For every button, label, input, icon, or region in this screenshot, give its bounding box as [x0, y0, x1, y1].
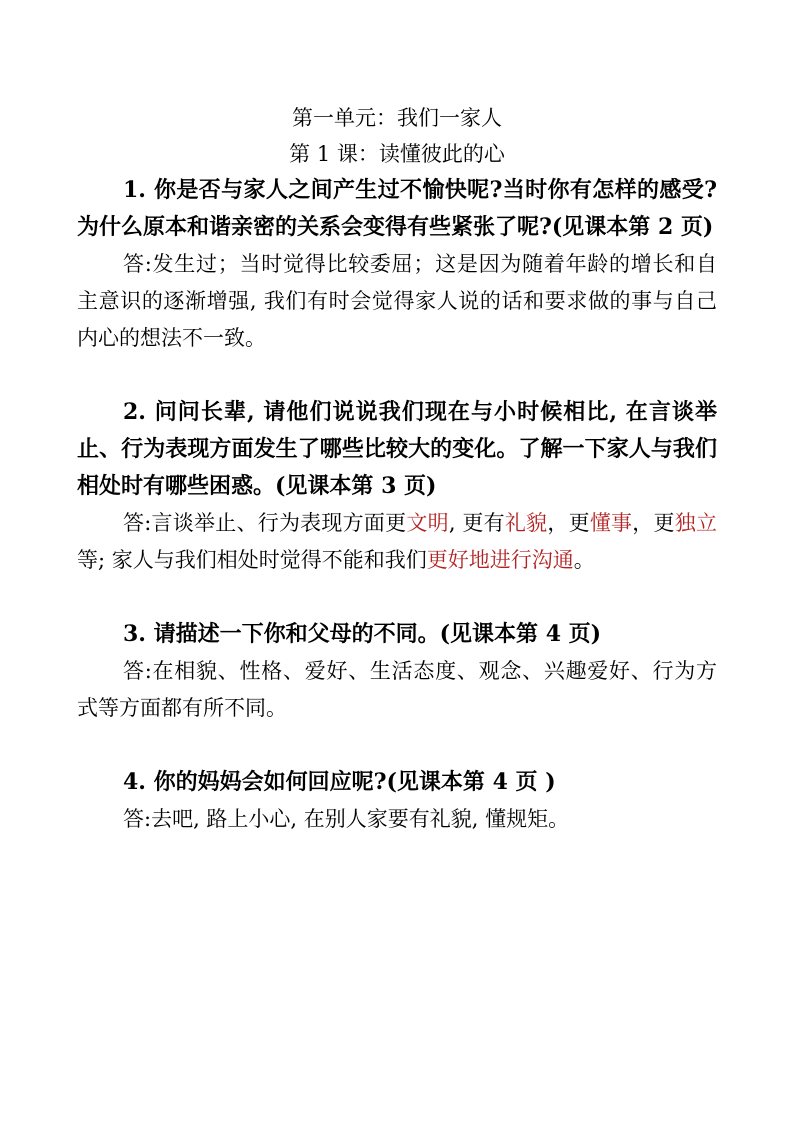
answer-2 [77, 505, 717, 579]
answer-2-text: 。 [573, 548, 595, 572]
answer-2-text: ，更 [547, 511, 590, 535]
qa-block-2 [77, 394, 717, 579]
question-3: 3. 请描述一下你和父母的不同。(见课本第 4 页) [123, 621, 602, 647]
answer-2-highlight: 懂事 [589, 511, 633, 535]
qa-block-4 [77, 764, 717, 838]
question-1: 1. 你是否与家人之间产生过不愉快呢?当时你有怎样的感受?为什么原本和谐亲密的关系会变得有些紧张了呢?(见课本第 2 页) [77, 177, 717, 240]
answer-2-highlight: 更好地进行沟通 [426, 548, 574, 572]
answer-1: 答:发生过；当时觉得比较委屈；这是因为随着年龄的增长和自主意识的逐渐增强, 我们有时会觉得家人说的话和要求做的事与自己内心的想法不一致。 [77, 252, 717, 350]
answer-2-text: , 更有 [448, 511, 505, 535]
answer-2-text: 答:言谈举止、行为表现方面更 [123, 511, 407, 535]
answer-3: 答:在相貌、性格、爱好、生活态度、观念、兴趣爱好、行为方式等方面都有所不同。 [77, 659, 717, 720]
answer-2-highlight: 独立 [674, 511, 717, 535]
qa-block-3 [77, 616, 717, 727]
question-4: 4. 你的妈妈会如何回应呢?(见课本第 4 页 ) [123, 769, 556, 795]
document-content [77, 100, 717, 875]
qa-block-1 [77, 172, 717, 357]
answer-2-highlight: 礼貌 [504, 511, 548, 535]
answer-4: 答:去吧, 路上小心, 在别人家要有礼貌, 懂规矩。 [123, 807, 570, 831]
answer-2-text: ，更 [632, 511, 675, 535]
question-2: 2. 问问长辈, 请他们说说我们现在与小时候相比, 在言谈举止、行为表现方面发生了哪些比较大的变化。了解一下家人与我们相处时有哪些困惑。(见课本第 3 页) [77, 399, 717, 499]
lesson-title: 第 1 课：读懂彼此的心 [289, 142, 505, 166]
unit-title: 第一单元：我们一家人 [292, 106, 502, 130]
answer-2-text: 等; 家人与我们相处时觉得不能和我们 [77, 548, 427, 572]
answer-2-highlight: 文明 [406, 511, 449, 535]
